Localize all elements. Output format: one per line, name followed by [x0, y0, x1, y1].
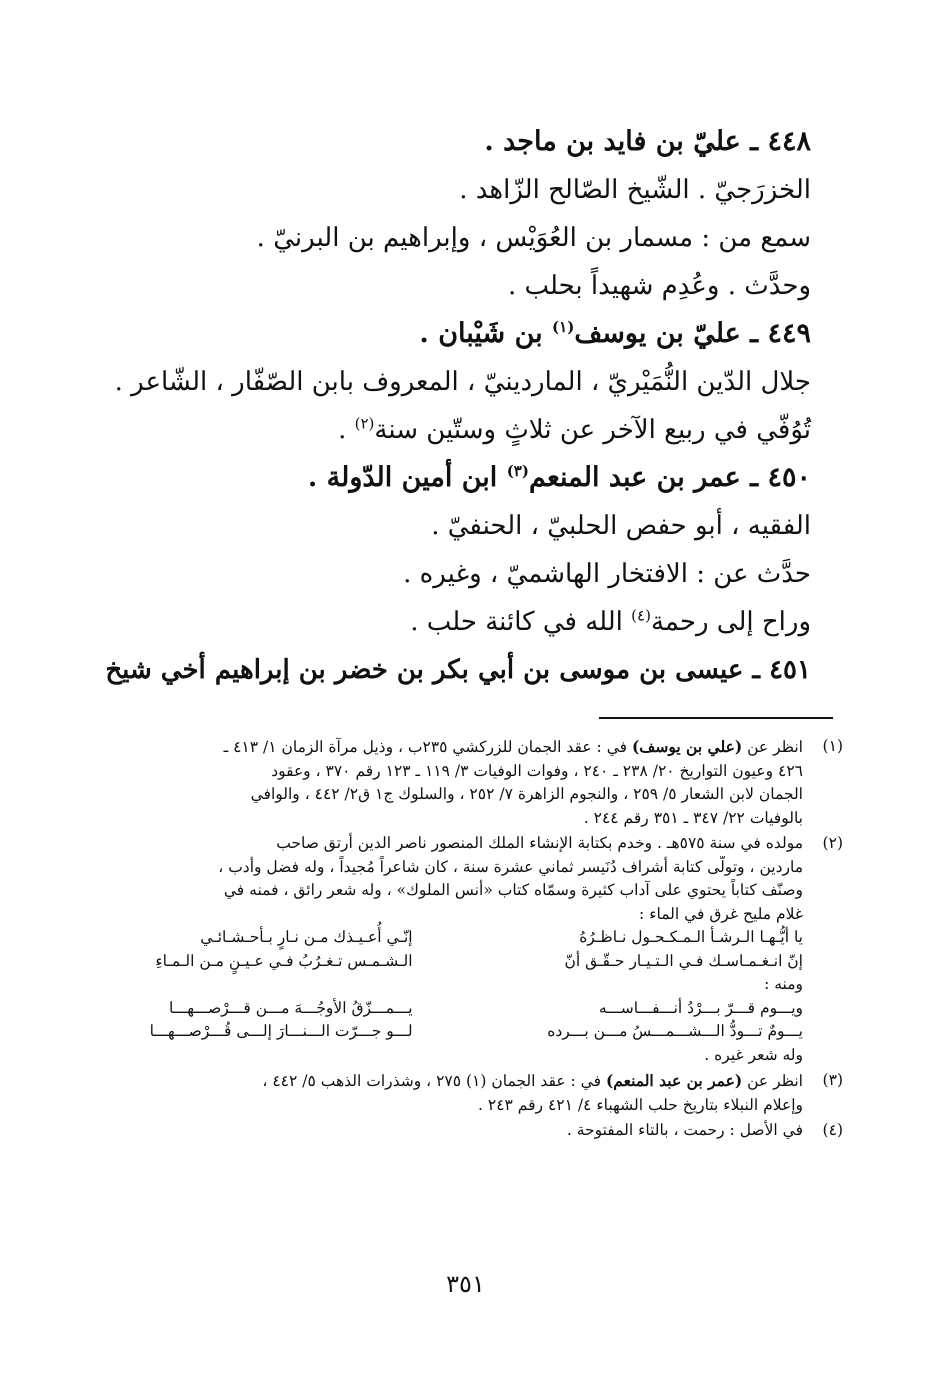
- footnote-1: [80, 735, 843, 830]
- footnote-4: [80, 1119, 843, 1143]
- entry-450-line-2: حدَّث عن : الافتخار الهاشميّ ، وغيره .: [403, 559, 811, 589]
- footnote-body: [80, 1069, 803, 1117]
- entry-heading-448: ٤٤٨ ـ عليّ بن فايد بن ماجد .: [484, 126, 811, 157]
- verse-first-hemistich: يا أيُّـهـا الـرشـأ الـمـكـحـول نـاظـرُهُ: [579, 928, 803, 946]
- footnote-line: غلام مليح غرق في الماء :: [639, 904, 803, 923]
- entry-450-line-3-end: الله في كائنة حلب .: [410, 607, 632, 637]
- entry-450-heading-rest: ابن أمين الدّولة .: [307, 462, 507, 493]
- footnote-body: [80, 735, 803, 830]
- footnote-3: [80, 1069, 843, 1117]
- entry-448-line-3: وحدَّث . وعُدِم شهيداً بحلب .: [507, 271, 811, 301]
- footnote-line: ومنه :: [764, 975, 803, 993]
- footnote-line: [80, 1069, 803, 1094]
- footnote-text: في : عقد الجمان (١) ٢٧٥ ، وشذرات الذهب ٥/ ٤٤٢ ،: [262, 1072, 606, 1090]
- entry-heading-450: [92, 454, 811, 502]
- footnote-ref-4[interactable]: (٤): [631, 606, 651, 625]
- entry-450-line-3-text: وراح إلى رحمة: [650, 607, 811, 637]
- footnote-divider: [599, 717, 833, 719]
- footnote-line: الجمان لابن الشعار ٥/ ٢٥٩ ، والنجوم الزاهرة ٧/ ٢٥٢ ، والسلوك ج١ ق٢/ ٤٤٢ ، والوافي: [250, 785, 803, 803]
- footnote-line: وصنّف كتاباً يحتوي على آداب كثيرة وسمّاه كتاب «أنس الملوك» ، وله شعر رائق ، فمنه في: [223, 881, 803, 899]
- verse-first-hemistich: يـــومٌ تـــودُّ الـــشـــمـــسُ مـــن بـــرده: [547, 1022, 803, 1040]
- footnote-ref-2[interactable]: (٢): [354, 414, 375, 433]
- entry-450-line-3: [92, 598, 811, 646]
- footnote-line: ماردين ، وتولّى كتابة أشراف دُنَيسر ثماني عشرة سنة ، كان شاعراً مُجيداً ، وله فضل وأدب ،: [218, 857, 803, 876]
- footnote-number: (٣): [822, 1071, 843, 1089]
- footnote-line: ٤٢٦ وعيون التواريخ ٢٠/ ٢٣٨ ـ ٢٤٠ ، وفوات الوفيات ٣/ ١١٩ ـ ١٢٣ رقم ٣٧٠ ، وعقود: [271, 761, 803, 780]
- verse-second-hemistich: يـــمـــزّقُ الأوجُـــهَ مـــن قـــرْصـــهـــا: [168, 998, 413, 1017]
- entry-448-line-1: الخزرَجيّ . الشّيخ الصّالح الزّاهد .: [459, 175, 811, 205]
- poem-verse: [80, 926, 803, 950]
- footnotes: [80, 735, 843, 1145]
- footnote-subject: (علي بن يوسف): [631, 737, 743, 756]
- verse-second-hemistich: لـــو جـــرّت الـــنـــارَ إلـــى قُـــرْصـــهـــا: [149, 1022, 413, 1040]
- entry-449-heading-text: ٤٤٩ ـ عليّ بن يوسف: [574, 318, 811, 349]
- footnote-line: مولده في سنة ٥٧٥هـ . وخدم بكتابة الإنشاء الملك المنصور ناصر الدين أرتق صاحب: [276, 834, 803, 852]
- main-text: [92, 118, 811, 694]
- entry-450-line-1: الفقيه ، أبو حفص الحلبيّ ، الحنفيّ .: [431, 511, 811, 541]
- verse-second-hemistich: إنّـي أُعـيـذك مـن نـارٍ بـأحـشـائـي: [200, 928, 413, 946]
- poem-verse: [80, 950, 803, 974]
- verse-first-hemistich: إنّ انـغـمـاسـك فـي الـتـيـار حـقّـق أنّ: [564, 951, 803, 970]
- poem-verse: [80, 997, 803, 1021]
- footnote-lead: انظر عن: [742, 738, 803, 756]
- entry-heading-451: ٤٥١ ـ عيسى بن موسى بن أبي بكر بن خضر بن إبراهيم أخي شيخ: [105, 655, 811, 685]
- entry-heading-449: [92, 310, 811, 358]
- footnote-subject: (عمر بن عبد المنعم): [605, 1071, 743, 1090]
- entry-448-line-2: سمع من : مسمار بن العُوَيْس ، وإبراهيم بن البرنيّ .: [256, 223, 811, 253]
- entry-449-line-2-text: تُوُفّي في ربيع الآخر عن ثلاثٍ وستّين سنة: [374, 415, 811, 445]
- footnote-body: [80, 1119, 803, 1143]
- poem-verse: [80, 1020, 803, 1044]
- footnote-ref-3[interactable]: (٣): [506, 462, 529, 480]
- footnote-line: في الأصل : رحمت ، بالتاء المفتوحة .: [566, 1121, 803, 1139]
- entry-449-line-1: جلال الدّين النُّمَيْريّ ، الماردينيّ ، المعروف بابن الصّفّار ، الشّاعر .: [114, 367, 811, 397]
- page-number: ٣٥١: [446, 1270, 485, 1298]
- footnote-line: وله شعر غيره .: [704, 1045, 803, 1064]
- verse-first-hemistich: ويـــوم قـــرّ بـــرْدُ أنـــفـــاســـه: [598, 998, 803, 1017]
- footnote-number: (١): [822, 737, 843, 755]
- footnote-line: بالوفيات ٢٢/ ٣٤٧ ـ ٣٥١ رقم ٢٤٤ .: [583, 808, 803, 827]
- entry-450-heading-text: ٤٥٠ ـ عمر بن عبد المنعم: [528, 462, 811, 493]
- footnote-number: (٤): [822, 1121, 843, 1139]
- footnote-ref-1[interactable]: (١): [552, 318, 575, 336]
- footnote-number: (٢): [822, 834, 843, 852]
- entry-449-line-2: [92, 406, 811, 454]
- footnote-text: في : عقد الجمان للزركشي ٢٣٥ب ، وذيل مرآة الزمان ١/ ٤١٣ ـ: [223, 738, 632, 756]
- entry-449-line-2-end: .: [338, 415, 355, 445]
- footnote-line: وإعلام النبلاء بتاريخ حلب الشهباء ٤/ ٤٢١ رقم ٢٤٣ .: [478, 1095, 803, 1114]
- footnote-lead: انظر عن: [742, 1072, 803, 1090]
- footnote-body: [80, 832, 803, 1067]
- footnote-line: [80, 735, 803, 760]
- footnote-2: [80, 832, 843, 1067]
- verse-second-hemistich: الـشـمـس تـغـرُبُ فـي عـيـنٍ مـن الـمـاءِ: [155, 951, 413, 970]
- entry-449-heading-rest: بن شَيْبان .: [419, 318, 553, 349]
